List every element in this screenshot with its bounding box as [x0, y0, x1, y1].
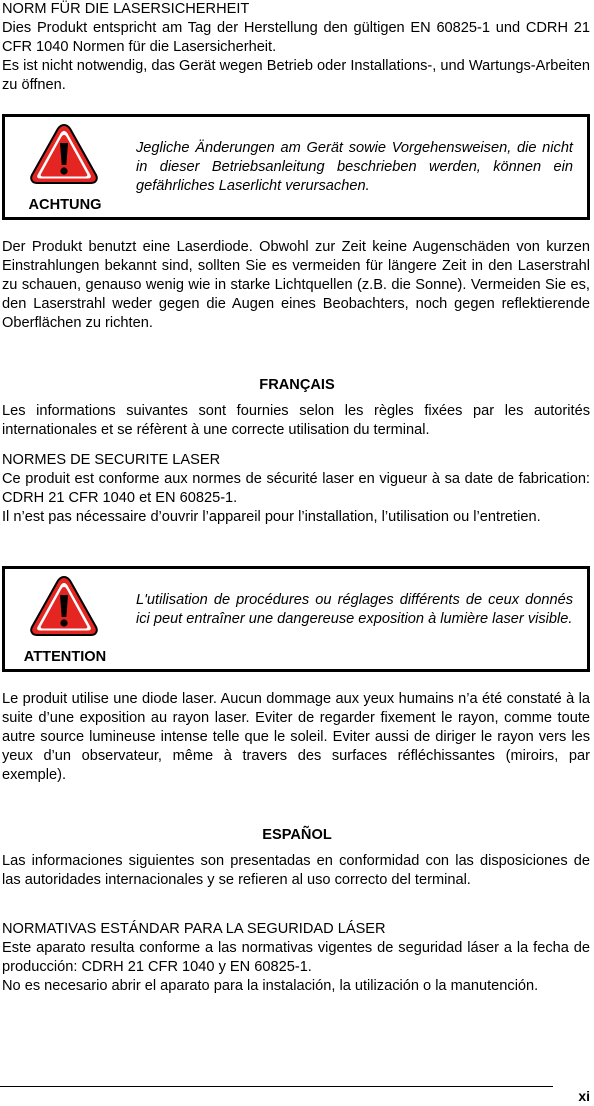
warning-triangle-icon [27, 121, 101, 187]
spanish-laser-safety-section [2, 920, 590, 996]
french-intro-section [2, 402, 590, 440]
french-warning-text: L'utilisation de procédures ou réglages différents de ceux donnés ici peut entraîner une dangereuse exposition à lumière laser visible. [136, 592, 573, 627]
french-heading: FRANÇAIS [259, 377, 335, 393]
german-laser-safety-paragraph: Dies Produkt entspricht am Tag der Herstellung den gültigen EN 60825-1 und CDRH 21 CFR 1040 Normen für die Lasersicherheit. [2, 20, 590, 55]
french-laser-diode-section [2, 690, 590, 785]
spanish-intro-paragraph: Las informaciones siguientes son presentadas en conformidad con las disposiciones de las autoridades internacionales y se refieren al uso correcto del terminal. [2, 853, 590, 888]
page-number: xi [578, 1088, 590, 1104]
german-warning-label: ACHTUNG [28, 197, 102, 213]
french-laser-safety-paragraph: Ce produit est conforme aux normes de sécurité laser en vigueur à sa date de fabrication: CDRH 21 CFR 1040 et EN 60825-1. [2, 471, 590, 506]
french-warning-box [2, 566, 590, 672]
german-laser-diode-section [2, 238, 590, 333]
german-laser-safety-title: NORM FÜR DIE LASERSICHERHEIT [2, 1, 250, 17]
footer-rule [0, 1086, 553, 1087]
french-no-open-paragraph: Il n’est pas nécessaire d’ouvrir l’appareil pour l’installation, l’utilisation ou l’entretien. [2, 509, 541, 525]
spanish-heading: ESPAÑOL [262, 827, 332, 843]
french-laser-safety-title: NORMES DE SECURITE LASER [2, 452, 221, 468]
german-warning-box [2, 114, 590, 220]
french-warning-label: ATTENTION [23, 649, 107, 665]
spanish-laser-safety-paragraph: Este aparato resulta conforme a las normativas vigentes de seguridad láser a la fecha de producción: CDRH 21 CFR 1040 y EN 60825-1. [2, 940, 590, 975]
german-no-open-paragraph: Es ist nicht notwendig, das Gerät wegen Betrieb oder Installations-, und Wartungs-Arbeiten zu öffnen. [2, 58, 590, 93]
warning-triangle-icon [27, 573, 101, 639]
spanish-no-open-paragraph: No es necesario abrir el aparato para la instalación, la utilización o la manutención. [2, 978, 539, 994]
french-laser-safety-section [2, 451, 590, 527]
german-laser-diode-paragraph: Der Produkt benutzt eine Laserdiode. Obwohl zur Zeit keine Augenschäden von kurzen Einstrahlungen bekannt sind, sollten Sie es vermeiden für längere Zeit in den Laserstrahl zu schauen, genauso wenig wie in starke Lichtquellen (z.B. die Sonne). Vermeiden Sie es, den Laserstrahl weder gegen die Augen eines Beobachters, noch gegen reflektierende Oberflächen zu richten. [2, 239, 590, 331]
spanish-laser-safety-title: NORMATIVAS ESTÁNDAR PARA LA SEGURIDAD LÁSER [2, 921, 386, 937]
spanish-intro-section [2, 852, 590, 890]
german-warning-text: Jegliche Änderungen am Gerät sowie Vorgehensweisen, die nicht in dieser Betriebsanleitung beschrieben werden, können ein gefährliches Laserlicht verursachen. [136, 140, 573, 194]
german-laser-safety-section [2, 0, 590, 95]
french-laser-diode-paragraph: Le produit utilise une diode laser. Aucun dommage aux yeux humains n’a été constaté à la suite d’une exposition au rayon laser. Eviter de regarder fixement le rayon, comme toute autre source lumineuse intense telle que le soleil. Eviter aussi de diriger le rayon vers les yeux d’un observateur, même à travers des surfaces réfléchissantes (miroirs, par exemple). [2, 691, 590, 783]
french-intro-paragraph: Les informations suivantes sont fournies selon les règles fixées par les autorités internationales et se réfèrent à une correcte utilisation du terminal. [2, 403, 590, 438]
